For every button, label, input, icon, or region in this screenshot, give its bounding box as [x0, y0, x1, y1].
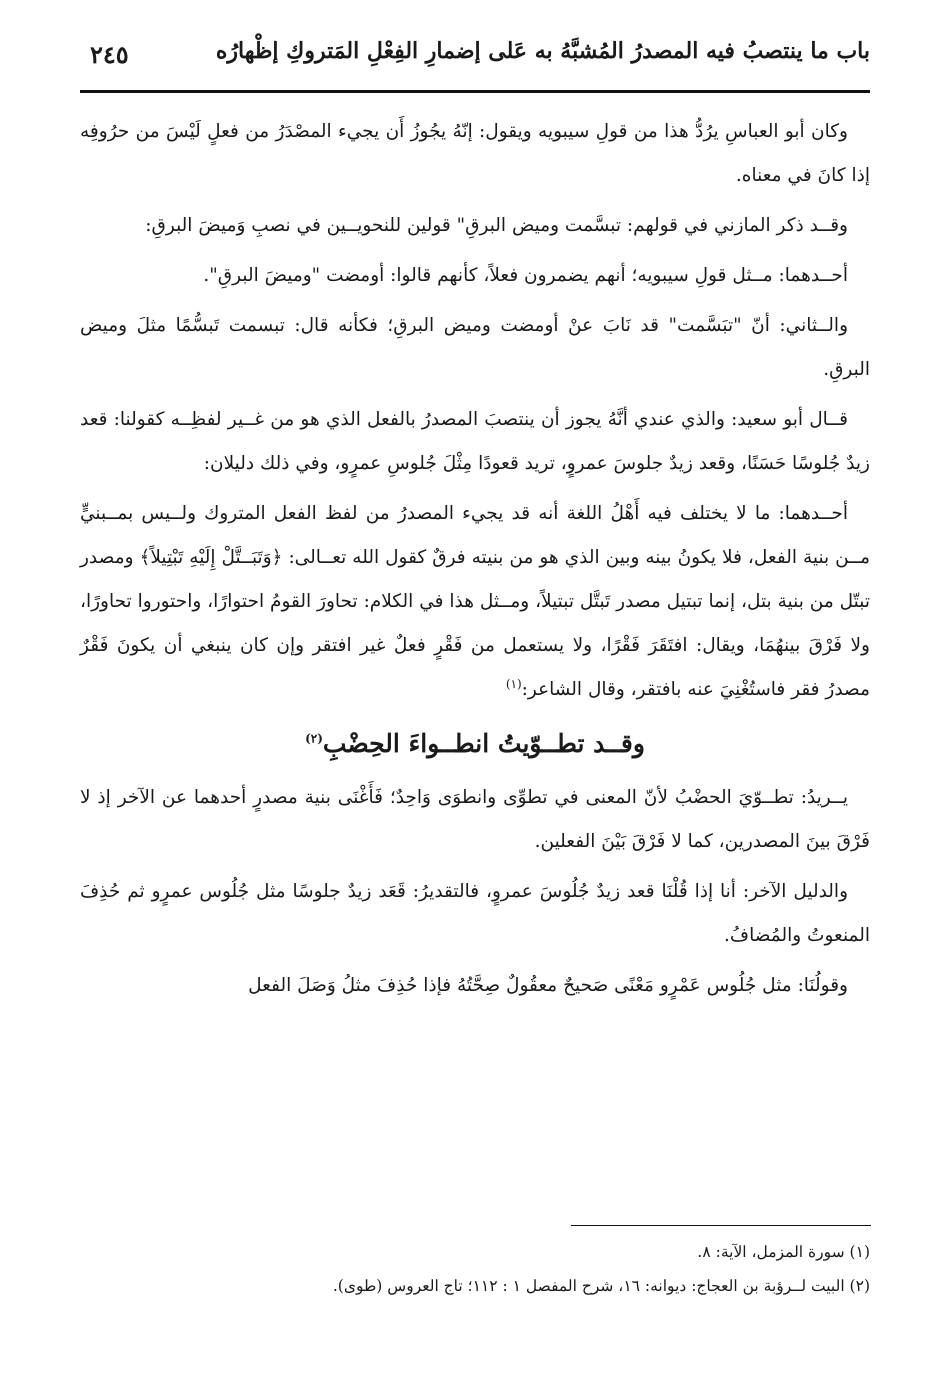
- paragraph: قــال أبو سعيد: والذي عندي أنَّهُ يجوز أن ينتصبَ المصدرُ بالفعل الذي هو من غــير لفظِــه كقولنا: قعد زيدٌ جُلوسًا حَسَنًا، وقعد زيدٌ جلوسَ عمروٍ، تريد قعودًا مِثْلَ جُلوسِ عمرٍو، وفي ذلك دليلان:: [80, 409, 870, 474]
- main-text: [80, 110, 870, 1014]
- footnote-marker: (٢): [305, 731, 323, 746]
- paragraph: يــريدُ: تطــوّيَ الحضْبُ لأنّ المعنى في تطوِّى وانطوَى وَاحِدٌ؛ فَأَغْنَى بنية مصدرٍ أحدهما عن الآخر إذ لا فَرْقَ بينَ المصدرين، كما لا فَرْقَ بَيْنَ الفعلين.: [80, 787, 870, 852]
- poetry-verse: [80, 718, 870, 770]
- paragraph: وقــد ذكر المازني في قولهم: تبسَّمت وميض البرقِ" قولين للنحويــين في نصبِ وَميضَ البرقِ:: [145, 215, 848, 236]
- footnote-divider: [571, 1225, 871, 1226]
- paragraph: وقولُنَا: مثل جُلُوس عَمْرٍو مَعْنًى صَحيحٌ معقُولٌ صِحَّتُهُ فإذا حُذِفَ مثلُ وَصَلَ الفعل: [248, 975, 848, 996]
- page-number: ٢٤٥: [90, 40, 129, 69]
- paragraph: والدليل الآخر: أنا إذا قُلْنَا قعد زيدٌ جُلُوسَ عمروٍ، فالتقديرُ: قَعَد زيدٌ جلوسًا مثل جُلُوس عمرٍو ثم حُذِفَ المنعوتُ والمُضافُ.: [80, 881, 870, 946]
- verse-text: وقــد تطــوّيتُ انطــواءَ الحِضْبِ: [322, 729, 645, 758]
- footnotes: [80, 1235, 870, 1303]
- running-head: باب ما ينتصبُ فيه المصدرُ المُشبَّهُ به عَلى إضمارِ الفِعْلِ المَتروكِ إظْهارُه: [215, 38, 870, 64]
- paragraph-text: أحــدهما: ما لا يختلف فيه أَهْلُ اللغة أنه قد يجيء المصدرُ من لفظ الفعل المتروك ولــيس بمــبنيٍّ مــن بنية الفعل، فلا يكونُ بينه وبين الذي هو من بنيته فرقٌ كقول الله تعــالى: ﴿وَتَبَــتَّلْ إِلَيْهِ تَبْتِيلاً﴾ ومصدر تبتّل من بنية بتل، إنما تبتيل مصدر تَبتَّل تبتيلاً، ومــثل هذا في الكلام: تحاورَ القومُ احتوارًا، واحتوروا تحاورًا، ولا فَرْقَ بينهُمَا، ويقال: افتَقَرَ فَقْرًا، ولا يستعمل من فَقْرٍ فعلٌ غير افتقر وإن كان ينبغي أن يكونَ فَقْرٌ مصدرُ فقر فاستُغْنِيَ عنه بافتقر، وقال الشاعر:: [80, 503, 870, 700]
- paragraph: [80, 492, 870, 712]
- paragraph: أحــدهما: مــثل قولِ سيبويه؛ أنهم يضمرون فعلاً، كأنهم قالوا: أومضت "وميضَ البرقِ".: [203, 265, 848, 286]
- page-header: [80, 30, 870, 93]
- footnote: (١) سورة المزمل، الآية: ٨.: [697, 1243, 870, 1261]
- paragraph: وكان أبو العباسِ يرُدُّ هذا من قولِ سيبويه ويقول: إنّهُ يجُوزُ أَن يجيء المصْدَرُ من فعلٍ لَيْسَ من حرُوفِه إذا كانَ في معناه.: [80, 121, 870, 186]
- footnote-marker: (١): [505, 676, 522, 691]
- footnote: (٢) البيت لــرؤبة بن العجاج: ديوانه: ١٦، شرح المفصل ١ : ١١٢؛ تاج العروس (طوى).: [332, 1277, 870, 1295]
- paragraph: والــثاني: أنّ "تبَسَّمت" قد نَابَ عنْ أومضت وميض البرقِ؛ فكأنه قال: تبسمت تَبسُّمًا مثلَ وميض البرقِ.: [80, 315, 870, 380]
